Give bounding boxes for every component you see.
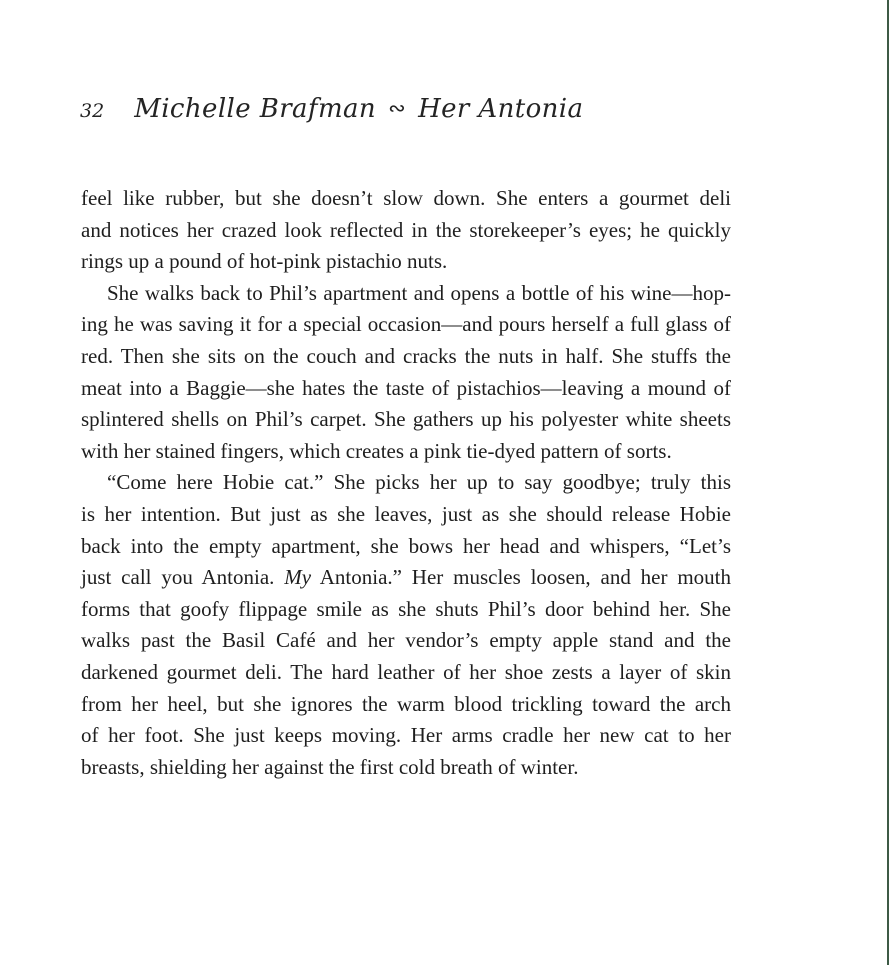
text-line: of her foot. She just keeps moving. Her arms cradle her new cat to her bbox=[81, 723, 731, 748]
text-line: and notices her crazed look reflected in the storekeeper’s eyes; he quickly bbox=[81, 217, 731, 242]
text-line: red. Then she sits on the couch and cracks the nuts in half. She stuffs the bbox=[81, 343, 731, 368]
running-header bbox=[80, 94, 583, 124]
text-line: rings up a pound of hot-pink pistachio nuts. bbox=[81, 249, 448, 274]
header-title bbox=[134, 94, 583, 124]
text-line: from her heel, but she ignores the warm blood trickling toward the arch bbox=[81, 691, 731, 716]
book-title: Her Antonia bbox=[418, 94, 584, 124]
text-line: darkened gourmet deli. The hard leather of her shoe zests a layer of skin bbox=[81, 659, 731, 684]
paragraph bbox=[81, 467, 731, 783]
text-line: walks past the Basil Café and her vendor’s empty apple stand and the bbox=[81, 628, 731, 653]
page-number: 32 bbox=[80, 100, 105, 122]
page-edge-line bbox=[887, 0, 889, 965]
paragraph bbox=[81, 183, 731, 278]
text-line: with her stained fingers, which creates a pink tie-dyed pattern of sorts. bbox=[81, 438, 672, 463]
body-text bbox=[81, 183, 731, 783]
text-line: back into the empty apartment, she bows her head and whispers, “Let’s bbox=[81, 533, 731, 558]
text-line: “Come here Hobie cat.” She picks her up to say goodbye; truly this bbox=[107, 470, 731, 495]
text-line: splintered shells on Phil’s carpet. She gathers up his polyester white sheets bbox=[81, 407, 731, 432]
text-line: ing he was saving it for a special occasion—and pours herself a full glass of bbox=[81, 312, 731, 337]
author-name: Michelle Brafman bbox=[134, 94, 377, 124]
text-line: forms that goofy flippage smile as she shuts Phil’s door behind her. She bbox=[81, 596, 731, 621]
text-line: She walks back to Phil’s apartment and opens a bottle of his wine—hop- bbox=[107, 280, 731, 305]
text-line: just call you Antonia. My Antonia.” Her muscles loosen, and her mouth bbox=[81, 565, 731, 590]
text-line: breasts, shielding her against the first cold breath of winter. bbox=[81, 754, 579, 779]
text-line: meat into a Baggie—she hates the taste of pistachios—leaving a mound of bbox=[81, 375, 731, 400]
swash-ornament-icon: ∾ bbox=[388, 96, 407, 120]
paragraph bbox=[81, 278, 731, 468]
text-line: is her intention. But just as she leaves, just as she should release Hobie bbox=[81, 501, 731, 526]
text-line: feel like rubber, but she doesn’t slow down. She enters a gourmet deli bbox=[81, 186, 731, 210]
